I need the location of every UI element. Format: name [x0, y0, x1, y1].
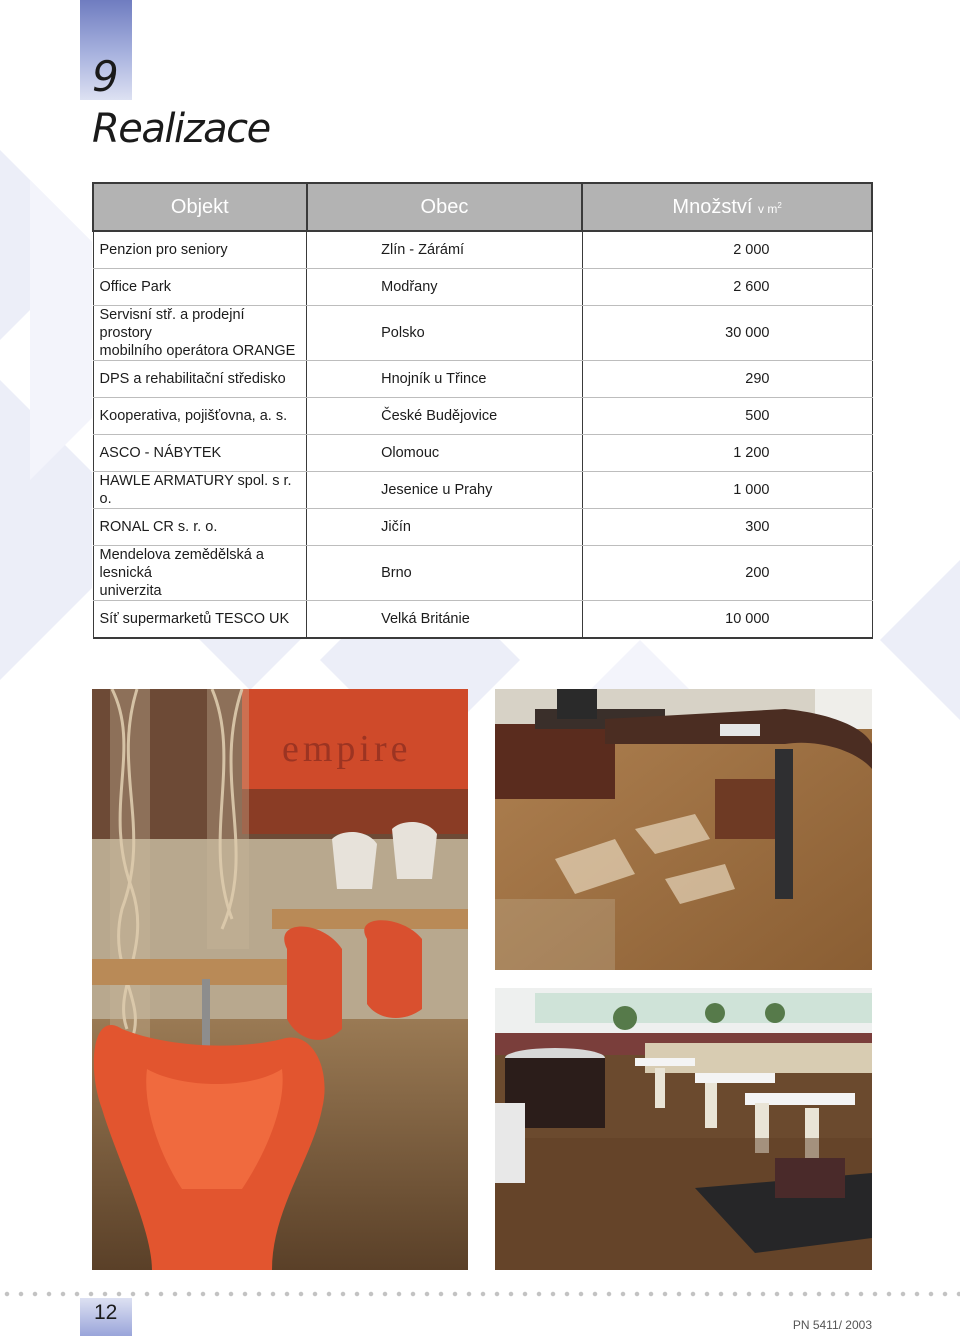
- photo-cafeteria: [495, 988, 872, 1270]
- cell-objekt: ASCO - NÁBYTEK: [93, 435, 307, 472]
- cell-obec: Jesenice u Prahy: [307, 472, 583, 509]
- cell-objekt: HAWLE ARMATURY spol. s r. o.: [93, 472, 307, 509]
- cell-obec: Jičín: [307, 509, 583, 546]
- cell-obec: Polsko: [307, 306, 583, 361]
- document-code: PN 5411/ 2003: [792, 1318, 872, 1332]
- cell-objekt: RONAL CR s. r. o.: [93, 509, 307, 546]
- cell-objekt-line2: mobilního operátora ORANGE: [99, 343, 296, 359]
- cell-obec: Velká Británie: [307, 601, 583, 639]
- cell-obec: Zlín - Zárámí: [307, 231, 583, 269]
- cell-objekt-line2: univerzita: [99, 583, 162, 599]
- table-row: [93, 398, 872, 435]
- table-row: [93, 306, 872, 361]
- table-row: [93, 601, 872, 639]
- cell-mnozstvi: 290: [582, 361, 872, 398]
- header-mnozstvi-label: Množství: [672, 195, 753, 218]
- cell-objekt: Síť supermarketů TESCO UK: [93, 601, 307, 639]
- table-row: [93, 435, 872, 472]
- cell-obec: České Budějovice: [307, 398, 583, 435]
- cell-mnozstvi: 10 000: [582, 601, 872, 639]
- page-number: 12: [94, 1301, 118, 1324]
- header-obec: Obec: [307, 183, 583, 231]
- table-row: [93, 472, 872, 509]
- header-unit-sup: 2: [777, 200, 782, 210]
- cell-obec: Brno: [307, 546, 583, 601]
- header-mnozstvi: [582, 183, 872, 231]
- cell-mnozstvi: 2 000: [582, 231, 872, 269]
- table-row: [93, 231, 872, 269]
- cell-objekt-line1: Servisní stř. a prodejní prostory: [99, 307, 245, 341]
- chapter-number: 9: [92, 52, 119, 101]
- cell-objekt: Office Park: [93, 269, 307, 306]
- header-unit: [758, 202, 782, 216]
- cell-objekt: DPS a rehabilitační středisko: [93, 361, 307, 398]
- cell-mnozstvi: 300: [582, 509, 872, 546]
- page-title: Realizace: [92, 106, 270, 152]
- photo-office-desk: [495, 689, 872, 970]
- cell-mnozstvi: 500: [582, 398, 872, 435]
- table-row: [93, 546, 872, 601]
- references-table: [92, 182, 873, 639]
- cell-mnozstvi: 30 000: [582, 306, 872, 361]
- restaurant-sign: empire: [282, 728, 412, 770]
- cell-objekt-line1: Mendelova zemědělská a lesnická: [99, 547, 264, 581]
- photo-restaurant-orange-chairs: [92, 689, 468, 1270]
- cell-obec: Olomouc: [307, 435, 583, 472]
- cell-obec: Hnojník u Třince: [307, 361, 583, 398]
- header-objekt: Objekt: [93, 183, 307, 231]
- table-header-row: [93, 183, 872, 231]
- table-row: [93, 509, 872, 546]
- cell-objekt: [93, 306, 307, 361]
- cell-obec: Modřany: [307, 269, 583, 306]
- footer-dotted-line: [0, 1290, 960, 1298]
- cell-objekt: [93, 546, 307, 601]
- cell-objekt: Kooperativa, pojišťovna, a. s.: [93, 398, 307, 435]
- table-row: [93, 361, 872, 398]
- header-unit-text: v m: [758, 201, 778, 216]
- cell-mnozstvi: 200: [582, 546, 872, 601]
- cell-mnozstvi: 2 600: [582, 269, 872, 306]
- cell-mnozstvi: 1 000: [582, 472, 872, 509]
- table-row: [93, 269, 872, 306]
- cell-mnozstvi: 1 200: [582, 435, 872, 472]
- cell-objekt: Penzion pro seniory: [93, 231, 307, 269]
